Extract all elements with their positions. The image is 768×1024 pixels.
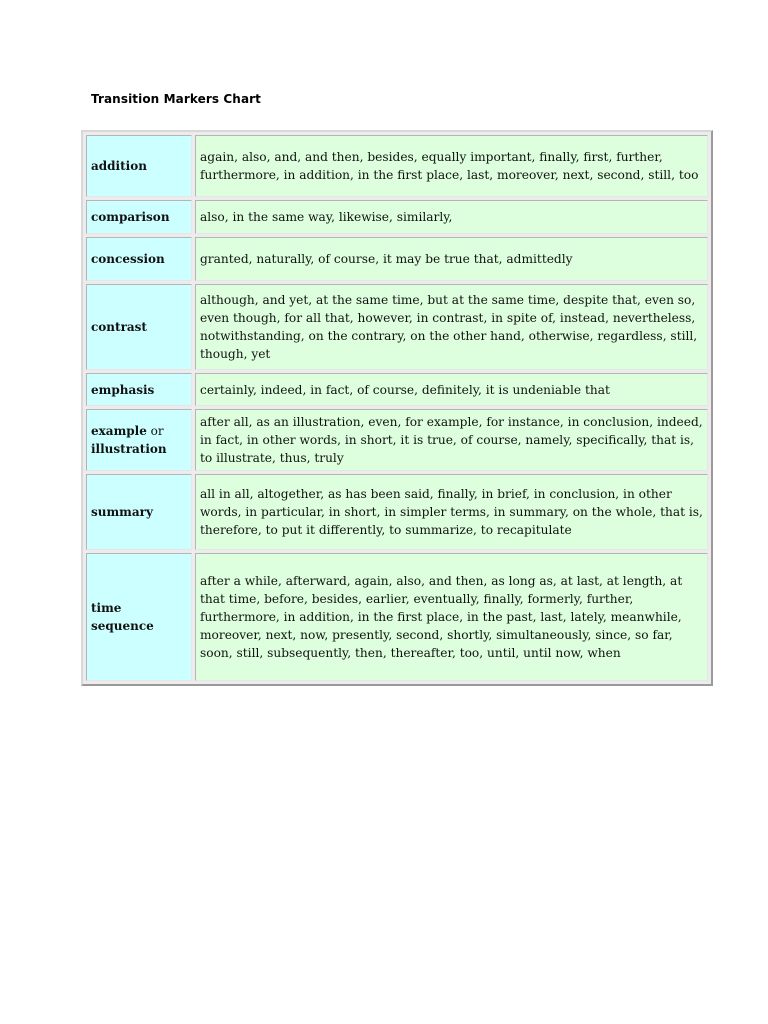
term-cell: comparison (86, 200, 192, 234)
term-connector: or (146, 424, 164, 438)
table-row (86, 553, 708, 681)
markers-cell: although, and yet, at the same time, but at the same time, despite that, even so, even though, for all that, however, in contrast, in spite of, instead, nevertheless, notwithstanding, on the contrary, on the other hand, otherwise, regardless, still, though, yet (195, 284, 708, 370)
markers-cell: certainly, indeed, in fact, of course, definitely, it is undeniable that (195, 373, 708, 406)
term-cell: concession (86, 237, 192, 281)
table-row (86, 409, 708, 471)
term-cell: contrast (86, 284, 192, 370)
table-row (86, 135, 708, 197)
term-cell: addition (86, 135, 192, 197)
table-row (86, 284, 708, 370)
term-example: example (91, 424, 147, 438)
table-row (86, 237, 708, 281)
table-row (86, 474, 708, 550)
markers-cell: again, also, and, and then, besides, equally important, finally, first, further, furthermore, in addition, in the first place, last, moreover, next, second, still, too (195, 135, 708, 197)
page-title: Transition Markers Chart (91, 92, 261, 106)
markers-cell: after a while, afterward, again, also, and then, as long as, at last, at length, at that time, before, besides, earlier, eventually, finally, formerly, further, furthermore, in addition, in the first place, in the past, last, lately, meanwhile, moreover, next, now, presently, second, shortly, simultaneously, since, so far, soon, still, subsequently, then, thereafter, too, until, until now, when (195, 553, 708, 681)
term-cell (86, 409, 192, 471)
markers-cell: after all, as an illustration, even, for example, for instance, in conclusion, indeed, in fact, in other words, in short, it is true, of course, namely, specifically, that is, to illustrate, thus, truly (195, 409, 708, 471)
term-cell: emphasis (86, 373, 192, 406)
table-row (86, 200, 708, 234)
transition-markers-table (81, 130, 713, 686)
term-illustration: illustration (91, 442, 167, 456)
table-row (86, 373, 708, 406)
markers-cell: all in all, altogether, as has been said, finally, in brief, in conclusion, in other words, in particular, in short, in simpler terms, in summary, on the whole, that is, therefore, to put it differently, to summarize, to recapitulate (195, 474, 708, 550)
markers-cell: granted, naturally, of course, it may be true that, admittedly (195, 237, 708, 281)
term-cell: summary (86, 474, 192, 550)
markers-cell: also, in the same way, likewise, similarly, (195, 200, 708, 234)
term-cell: time sequence (86, 553, 192, 681)
